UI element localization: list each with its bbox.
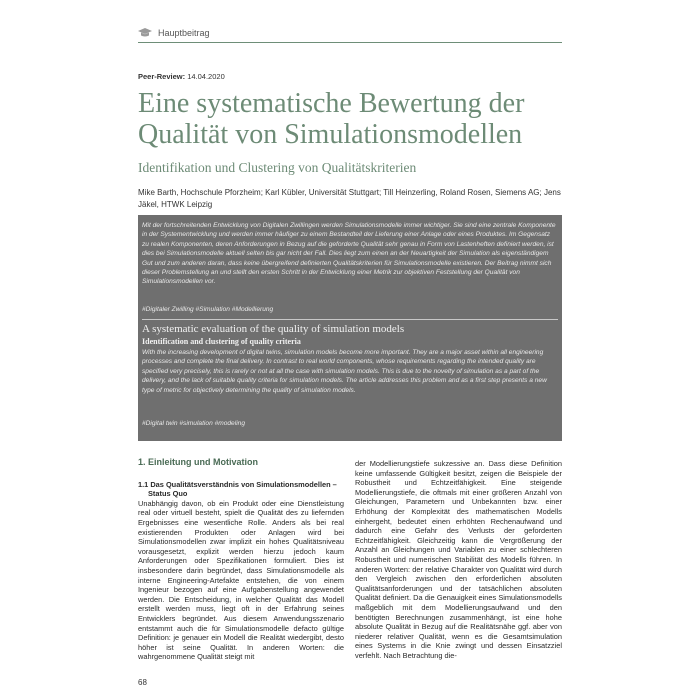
authors: Mike Barth, Hochschule Pforzheim; Karl Kübler, Universität Stuttgart; Till Heinzerling, Roland Rosen, Siemens AG; Jens Jäkel, HTWK Leipzig <box>138 188 561 209</box>
peer-review-line <box>138 72 225 81</box>
peer-review-date: 14.04.2020 <box>187 72 225 81</box>
abstract-english: With the increasing development of digital twins, simulation models become more important. They are a major asset within all engineering processes and complete the final delivery. In contrast to real world components, whose requirements regarding the intended quality are specified very precisely, this is rarely or not at all the case with simulation models. This is due to the novelty of simulation as a part of the delivery, and the lack of suitable quality criteria for simulation models. The article addresses this problem and as a first step presents a new type of metric for objectively determining the quality of simulation models. <box>142 349 547 394</box>
abstract-english-subtitle: Identification and clustering of quality criteria <box>142 337 301 346</box>
section-label: Hauptbeitrag <box>158 28 210 38</box>
subsection-heading-cont: Status Quo <box>148 489 188 499</box>
keywords-english: #Digital twin #simulation #modeling <box>142 420 245 427</box>
article-subtitle: Identifikation und Clustering von Qualitätskriterien <box>138 160 417 175</box>
keywords-german: #Digitaler Zwilling #Simulation #Modellierung <box>142 306 274 313</box>
header-divider <box>138 42 562 43</box>
body-column-left <box>138 458 344 662</box>
body-column-right <box>355 459 562 660</box>
peer-review-label: Peer-Review: <box>138 72 186 81</box>
body-paragraph-right: der Modellierungstiefe sukzessive an. Dass diese Definition keine umfassende Gültigkeit besitzt, zeigen die Beispiele der Robustheit und Echtzeitfähigkeit. Eine steigende Modellierungstiefe, die oftmals mit einer größeren Anzahl von Gleichungen, Parametern und Unbekannten bzw. einer Erhöhung der Komplexität des mathematischen Modells einhergeht, bedeutet einen erhöhten Rechenaufwand und dadurch eine Gefahr des Verlusts der geforderten Echtzeitfähigkeit. Gleichzeitig kann die Vergrößerung der Anzahl an Gleichungen und Variablen zu einer schlechteren Robustheit und numerischen Stabilität des Modells führen. In anderen Worten: der relative Charakter von Qualität wird durch den Vergleich zwischen den erforderlichen absoluten Qualitätsanforderungen und der tatsächlichen absoluten Qualität definiert. Da die Genauigkeit eines Simulationsmodells maßgeblich mit dem Modellierungsaufwand und den benötigten Berechnungen zusammenhängt, ist eine hohe absolute Qualität in Bezug auf die Realitätsnähe ggf. aber von niederer relativer Qualität, wenn es die Gesamtsimulation eines Systems in die Knie zwingt und dessen Einsatzziel verfehlt. Nach Betrachtung die- <box>355 459 562 660</box>
graduation-cap-icon <box>138 28 152 38</box>
article-title: Eine systematische Bewertung der Qualität von Simulationsmodellen <box>138 88 525 150</box>
abstract-box <box>138 215 562 441</box>
page-number: 68 <box>138 678 147 687</box>
abstract-german: Mit der fortschreitenden Entwicklung von Digitalen Zwillingen werden Simulationsmodelle immer wichtiger. Sie sind eine zentrale Komponente in der Systementwicklung und werden immer häufiger zu einem Bestandteil der Lieferung einer Anlage oder eines Produktes. Im Gegensatz zu realen Komponenten, deren Anforderungen in Bezug auf die geforderte Qualität sehr genau in Form von Lastenheften definiert werden, ist dies bei Simulationsmodelle aktuell selten bis gar nicht der Fall. Dies liegt zum einen an der Neuartigkeit der Simulation als eigenständigem Gut und zum anderen daran, dass keine übergreifend definierten Qualitätskriterien für Simulationsmodelle existieren. Der Beitrag nimmt sich dieser Problemstellung an und stellt den ersten Schritt in der Entwicklung einer Metrik zur objektiven Feststellung der Qualität von Simulationsmodellen vor. <box>142 222 556 286</box>
subsection-heading: 1.1 Das Qualitätsverständnis von Simulationsmodellen – <box>138 479 337 489</box>
body-paragraph-left: Unabhängig davon, ob ein Produkt oder eine Dienstleistung real oder virtuell besteht, spielt die Qualität des zu liefernden Ergebnisses eine wesentliche Rolle. Anders als bei real existierenden Produkten oder Anlagen wird bei Simulationsmodellen zwar implizit ein hohes Qualitätsniveau vorausgesetzt, explizit werden hierzu jedoch kaum Anforderungen oder Spezifikationen formuliert. Dies ist insbesondere darin begründet, dass Simulationsmodelle als interne Engineering-Artefakte entstehen, die von einem Ingenieur bezogen auf eine Aufgabenstellung angewendet werden. Die Entscheidung, in welcher Qualität das Modell erstellt werden muss, liegt oft in der Erfahrung seines Entwicklers begründet. Aus diesem Anwendungsszenario entstammt auch die für Simulationsmodelle defacto gültige Definition: je genauer ein Modell die Realität wiedergibt, desto höher ist seine Qualität. In anderen Worten: die wahrgenommene Qualität steigt mit <box>138 498 344 662</box>
section-heading: 1. Einleitung und Motivation <box>138 457 258 467</box>
abstract-divider <box>142 319 558 320</box>
abstract-english-title: A systematic evaluation of the quality of simulation models <box>142 323 405 335</box>
page-header <box>138 22 562 44</box>
